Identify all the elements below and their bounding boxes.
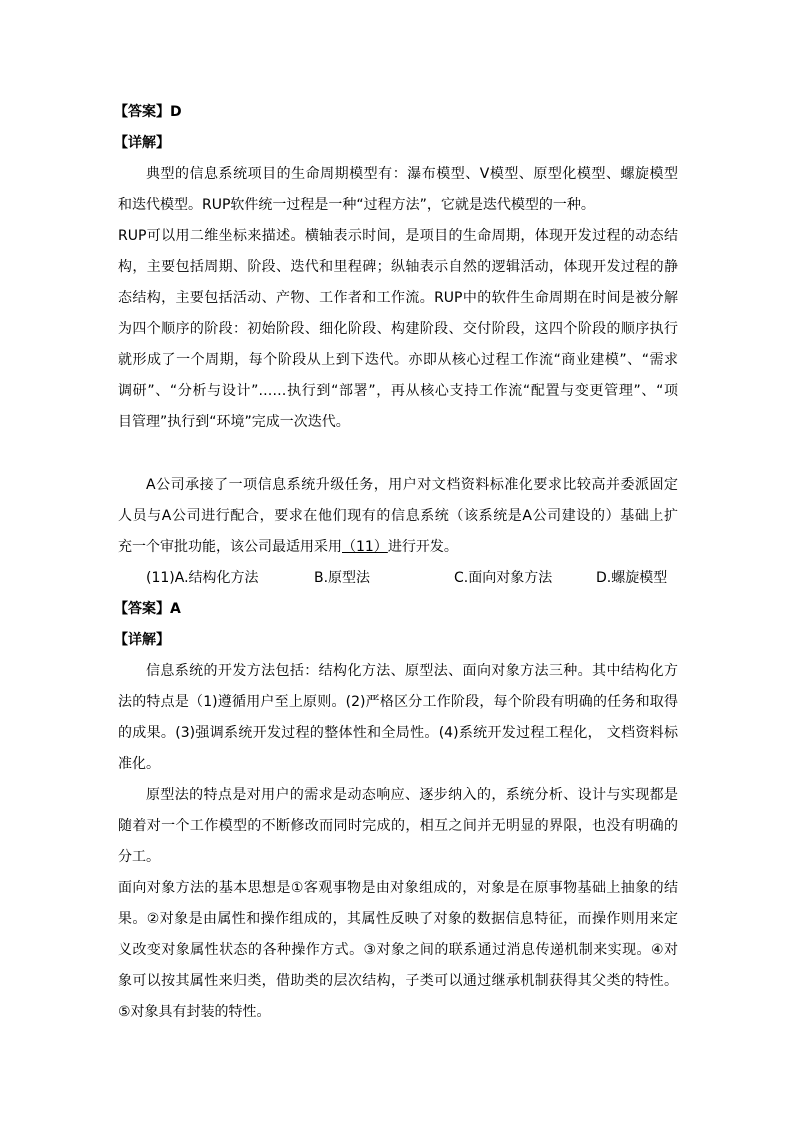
text-line: 随着对一个工作模型的不断修改而同时完成的，相互之间并无明显的界限，也没有明确的 <box>118 818 678 834</box>
question-text-suffix: 进行开发。 <box>387 539 458 555</box>
question-last-line <box>118 536 678 567</box>
text-line: 象可以按其属性来归类，借助类的层次结构，子类可以通过继承机制获得其父类的特性。 <box>118 973 678 989</box>
text-line: 义改变对象属性状态的各种操作方式。③对象之间的联系通过消息传递机制来实现。④对 <box>118 942 678 958</box>
text-line: ⑤对象具有封装的特性。 <box>118 1004 271 1020</box>
text-line: 的成果。(3)强调系统开发过程的整体性和全局性。(4)系统开发过程工程化， 文档资料标 <box>118 725 678 741</box>
text-line: 准化。 <box>118 756 160 772</box>
option-c: C.面向对象方法 <box>454 570 553 586</box>
text-line: 和迭代模型。RUP软件统一过程是一种“过程方法”，它就是迭代模型的一种。 <box>118 197 595 213</box>
option-d: D.螺旋模型 <box>596 570 668 586</box>
question-blank: （11） <box>342 539 388 555</box>
document-page <box>114 101 678 1032</box>
explanation-body <box>118 660 678 1032</box>
text-line: 果。②对象是由属性和操作组成的，其属性反映了对象的数据信息特征，而操作则用来定 <box>118 911 678 927</box>
answer-heading: 【答案】A <box>114 601 181 617</box>
text-line: 就形成了一个周期，每个阶段从上到下迭代。亦即从核心过程工作流“商业建模”、“需求 <box>118 352 678 368</box>
question-text <box>118 474 678 536</box>
answer-heading: 【答案】D <box>114 104 182 120</box>
section-gap <box>118 442 678 474</box>
text-line: 典型的信息系统项目的生命周期模型有：瀑布模型、V模型、原型化模型、螺旋模型 <box>146 166 678 182</box>
text-line: 调研”、“分析与设计”……执行到“部署”，再从核心支持工作流“配置与变更管理”、“项 <box>118 383 678 399</box>
text-line: 态结构，主要包括活动、产物、工作者和工作流。RUP中的软件生命周期在时间是被分解 <box>118 290 678 306</box>
text-line: 面向对象方法的基本思想是①客观事物是由对象组成的，对象是在原事物基础上抽象的结 <box>118 880 678 896</box>
detail-heading: 【详解】 <box>114 135 170 151</box>
option-a: (11)A.结构化方法 <box>146 570 259 586</box>
text-line: 分工。 <box>118 849 160 865</box>
explanation-body <box>118 163 678 442</box>
text-line: 构，主要包括周期、阶段、迭代和里程碑；纵轴表示自然的逻辑活动，体现开发过程的静 <box>118 259 678 275</box>
answer-options <box>118 567 678 598</box>
text-line: A公司承接了一项信息系统升级任务，用户对文档资料标准化要求比较高并委派固定 <box>146 477 678 493</box>
text-line: 法的特点是（1)遵循用户至上原则。(2)严格区分工作阶段，每个阶段有明确的任务和取得 <box>118 694 678 710</box>
detail-heading: 【详解】 <box>114 632 170 648</box>
text-line: 原型法的特点是对用户的需求是动态响应、逐步纳入的，系统分析、设计与实现都是 <box>146 787 678 803</box>
text-line: 为四个顺序的阶段：初始阶段、细化阶段、构建阶段、交付阶段，这四个阶段的顺序执行 <box>118 321 678 337</box>
text-line: RUP可以用二维坐标来描述。横轴表示时间，是项目的生命周期，体现开发过程的动态结 <box>118 228 678 244</box>
option-b: B.原型法 <box>314 570 371 586</box>
text-line: 目管理”执行到“环境”完成一次迭代。 <box>118 414 350 430</box>
text-line: 人员与A公司进行配合，要求在他们现有的信息系统（该系统是A公司建设的）基础上扩 <box>118 508 678 524</box>
text-line: 信息系统的开发方法包括：结构化方法、原型法、面向对象方法三种。其中结构化方 <box>146 663 678 679</box>
question-text-prefix: 充一个审批功能，该公司最适用采用 <box>118 539 342 555</box>
